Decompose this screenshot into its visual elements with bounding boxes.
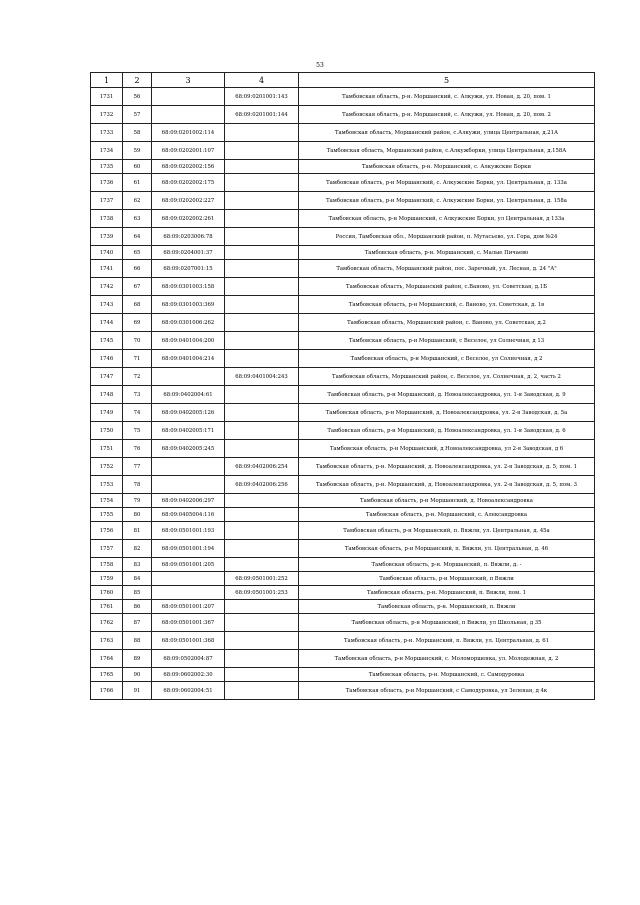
cell-item-number: 83 [123, 558, 152, 572]
table-row [91, 422, 595, 440]
cell-item-number: 59 [123, 142, 152, 160]
cell-address: Россия, Тамбовская обл., Моршанский район, п. Мутасьево, ул. Гора, дом №24 [299, 228, 595, 246]
cell-row-number: 1752 [91, 458, 123, 476]
cell-cadastral-number [152, 458, 225, 476]
cell-row-number: 1745 [91, 332, 123, 350]
cell-cadastral-number: 68:09:0202001:107 [152, 142, 225, 160]
table-row [91, 160, 595, 174]
cell-cadastral-number-2 [225, 246, 299, 260]
cell-item-number: 76 [123, 440, 152, 458]
cell-address: Тамбовская область, р-н. Моршанский, с. Алкужские Борки [299, 160, 595, 174]
cell-item-number: 80 [123, 508, 152, 522]
cell-row-number: 1765 [91, 668, 123, 682]
table-row [91, 368, 595, 386]
table-row [91, 586, 595, 600]
cell-address: Тамбовская область, р-н. Моршанский, с. Александровка [299, 508, 595, 522]
cell-item-number: 67 [123, 278, 152, 296]
cell-row-number: 1751 [91, 440, 123, 458]
cell-row-number: 1738 [91, 210, 123, 228]
cell-cadastral-number-2 [225, 632, 299, 650]
cell-item-number: 75 [123, 422, 152, 440]
cell-cadastral-number [152, 88, 225, 106]
cell-item-number: 91 [123, 682, 152, 700]
cell-address: Тамбовская область, р-н Моршанский, д Новоалександровка, ул 2-я Заводская, д 6 [299, 440, 595, 458]
cell-item-number: 87 [123, 614, 152, 632]
cell-item-number: 60 [123, 160, 152, 174]
cell-item-number: 58 [123, 124, 152, 142]
cell-row-number: 1760 [91, 586, 123, 600]
cell-cadastral-number-2 [225, 668, 299, 682]
register-table [90, 72, 595, 700]
cell-address: Тамбовская область, р-н. Моршанский, с. Самодуровка [299, 668, 595, 682]
table-row [91, 278, 595, 296]
cell-row-number: 1744 [91, 314, 123, 332]
cell-cadastral-number: 68:09:0201002:114 [152, 124, 225, 142]
cell-address: Тамбовская область, р-н Моршанский, с. Алкужские Борки, ул. Центральная, д. 133а [299, 174, 595, 192]
cell-address: Тамбовская область, р-н Моршанский, с Веселое, ул Солнечная, д 2 [299, 350, 595, 368]
table-row [91, 296, 595, 314]
cell-address: Тамбовская область, р-н Моршанский, д. Новоалександровка, ул. 2-я Заводская, д. 5а [299, 404, 595, 422]
table-row [91, 260, 595, 278]
cell-row-number: 1736 [91, 174, 123, 192]
cell-address: Тамбовская область, Моршанский район, с. Веселое, ул. Солнечная, д. 2, часть 2 [299, 368, 595, 386]
table-row [91, 682, 595, 700]
cell-address: Тамбовская область, р-н Моршанский, с Веселое, ул Солнечная, д 13 [299, 332, 595, 350]
cell-cadastral-number-2: 68:09:0501001:252 [225, 572, 299, 586]
table-row [91, 314, 595, 332]
table-row [91, 668, 595, 682]
table-row [91, 332, 595, 350]
cell-address: Тамбовская область, р-н Моршанский, д. Новоалександровка, ул. 1-я Заводская, д. 6 [299, 422, 595, 440]
cell-item-number: 85 [123, 586, 152, 600]
cell-address: Тамбовская область, р-н. Моршанский, п. Вяжли [299, 600, 595, 614]
cell-item-number: 79 [123, 494, 152, 508]
cell-item-number: 88 [123, 632, 152, 650]
cell-cadastral-number-2 [225, 174, 299, 192]
cell-row-number: 1748 [91, 386, 123, 404]
cell-address: Тамбовская область, р-н Моршанский, с. Моломоршенка, ул. Молодежная, д. 2 [299, 650, 595, 668]
cell-item-number: 69 [123, 314, 152, 332]
cell-cadastral-number-2 [225, 540, 299, 558]
cell-cadastral-number-2 [225, 494, 299, 508]
table-row [91, 494, 595, 508]
cell-item-number: 78 [123, 476, 152, 494]
cell-address: Тамбовская область, р-н Моршанский, с. Ваново, ул. Советская, д. 1в [299, 296, 595, 314]
cell-cadastral-number-2: 68:09:0201001:143 [225, 88, 299, 106]
cell-address: Тамбовская область, р-н Моршанский, п Вяжли [299, 572, 595, 586]
cell-item-number: 62 [123, 192, 152, 210]
cell-item-number: 84 [123, 572, 152, 586]
cell-cadastral-number-2 [225, 296, 299, 314]
cell-row-number: 1742 [91, 278, 123, 296]
cell-cadastral-number-2 [225, 314, 299, 332]
table-row [91, 386, 595, 404]
cell-cadastral-number: 68:09:0301003:369 [152, 296, 225, 314]
table-row [91, 650, 595, 668]
table-row [91, 440, 595, 458]
table-row [91, 540, 595, 558]
cell-row-number: 1732 [91, 106, 123, 124]
cell-cadastral-number-2: 68:09:0501001:253 [225, 586, 299, 600]
cell-item-number: 71 [123, 350, 152, 368]
cell-row-number: 1749 [91, 404, 123, 422]
cell-cadastral-number-2 [225, 332, 299, 350]
cell-address: Тамбовская область, р-н Моршанский, п. Вяжли, ул. Центральная, д. 46 [299, 540, 595, 558]
table-row [91, 572, 595, 586]
cell-cadastral-number: 68:09:0405004:116 [152, 508, 225, 522]
table-row [91, 508, 595, 522]
cell-cadastral-number: 68:09:0402005:245 [152, 440, 225, 458]
cell-cadastral-number: 68:09:0501001:194 [152, 540, 225, 558]
cell-row-number: 1747 [91, 368, 123, 386]
table-row [91, 124, 595, 142]
table-row [91, 88, 595, 106]
cell-row-number: 1755 [91, 508, 123, 522]
cell-cadastral-number [152, 476, 225, 494]
cell-item-number: 65 [123, 246, 152, 260]
cell-cadastral-number [152, 368, 225, 386]
cell-cadastral-number: 68:09:0402004:61 [152, 386, 225, 404]
table-row [91, 458, 595, 476]
cell-cadastral-number: 68:09:0501001:367 [152, 614, 225, 632]
cell-row-number: 1731 [91, 88, 123, 106]
cell-cadastral-number: 68:09:0602004:51 [152, 682, 225, 700]
cell-cadastral-number: 68:09:0301006:262 [152, 314, 225, 332]
cell-cadastral-number: 68:09:0501001:207 [152, 600, 225, 614]
table-row [91, 558, 595, 572]
header-col-1: 1 [91, 73, 123, 88]
table-row [91, 228, 595, 246]
cell-address: Тамбовская область, Моршанский район, с.Ваново, ул. Советская, д.1Б [299, 278, 595, 296]
cell-row-number: 1734 [91, 142, 123, 160]
table-row [91, 174, 595, 192]
table-row [91, 600, 595, 614]
cell-row-number: 1739 [91, 228, 123, 246]
header-col-2: 2 [123, 73, 152, 88]
cell-cadastral-number-2 [225, 682, 299, 700]
table-row [91, 632, 595, 650]
cell-row-number: 1735 [91, 160, 123, 174]
cell-row-number: 1740 [91, 246, 123, 260]
cell-cadastral-number-2 [225, 386, 299, 404]
cell-address: Тамбовская область, Моршанский район, с.Алкужи, улица Центральная, д.21А [299, 124, 595, 142]
cell-cadastral-number-2: 68:09:0201001:144 [225, 106, 299, 124]
cell-cadastral-number: 68:09:0207001:15 [152, 260, 225, 278]
cell-address: Тамбовская область, р-н Моршанский, д. Новоалександровка, ул. 1-я Заводская, д. 9 [299, 386, 595, 404]
cell-item-number: 90 [123, 668, 152, 682]
cell-cadastral-number: 68:09:0202002:261 [152, 210, 225, 228]
cell-cadastral-number: 68:09:0203006:78 [152, 228, 225, 246]
table-row [91, 522, 595, 540]
cell-row-number: 1743 [91, 296, 123, 314]
cell-row-number: 1757 [91, 540, 123, 558]
cell-row-number: 1733 [91, 124, 123, 142]
cell-address: Тамбовская область, р-н. Моршанский, с. Малые Пичаево [299, 246, 595, 260]
table-row [91, 404, 595, 422]
cell-row-number: 1746 [91, 350, 123, 368]
cell-cadastral-number [152, 586, 225, 600]
cell-address: Тамбовская область, Моршанский район, с. Ваново, ул. Советская, д.2 [299, 314, 595, 332]
cell-cadastral-number: 68:09:0501001:193 [152, 522, 225, 540]
cell-address: Тамбовская область, р-н Моршанский, п Вяжли, ул Школьная, д 35 [299, 614, 595, 632]
cell-cadastral-number-2 [225, 228, 299, 246]
cell-item-number: 66 [123, 260, 152, 278]
cell-row-number: 1761 [91, 600, 123, 614]
cell-cadastral-number: 68:09:0401004:214 [152, 350, 225, 368]
cell-row-number: 1764 [91, 650, 123, 668]
cell-item-number: 56 [123, 88, 152, 106]
header-col-4: 4 [225, 73, 299, 88]
cell-row-number: 1759 [91, 572, 123, 586]
header-col-5: 5 [299, 73, 595, 88]
table-row [91, 614, 595, 632]
cell-item-number: 81 [123, 522, 152, 540]
cell-cadastral-number-2 [225, 650, 299, 668]
cell-row-number: 1766 [91, 682, 123, 700]
cell-row-number: 1750 [91, 422, 123, 440]
table-header-row [91, 73, 595, 88]
cell-row-number: 1737 [91, 192, 123, 210]
cell-address: Тамбовская область, р-н Моршанский, п. Вяжли, ул. Центральная, д. 45а [299, 522, 595, 540]
header-col-3: 3 [152, 73, 225, 88]
cell-cadastral-number: 68:09:0602002:30 [152, 668, 225, 682]
cell-cadastral-number-2 [225, 350, 299, 368]
cell-cadastral-number-2 [225, 142, 299, 160]
cell-row-number: 1762 [91, 614, 123, 632]
cell-cadastral-number [152, 106, 225, 124]
table-row [91, 192, 595, 210]
cell-cadastral-number-2: 68:09:0402006:254 [225, 458, 299, 476]
cell-cadastral-number-2 [225, 160, 299, 174]
cell-address: Тамбовская область, р-н. Моршанский, п. Вяжли, ул. Центральная, д. 61 [299, 632, 595, 650]
cell-item-number: 82 [123, 540, 152, 558]
cell-address: Тамбовская область, р-н Моршанский, с. Алкужские Борки, ул. Центральная, д. 158а [299, 192, 595, 210]
cell-cadastral-number-2: 68:09:0402006:256 [225, 476, 299, 494]
cell-cadastral-number: 68:09:0402006:297 [152, 494, 225, 508]
table-body [91, 88, 595, 700]
cell-cadastral-number: 68:09:0202002:175 [152, 174, 225, 192]
cell-address: Тамбовская область, р-н. Моршанский, с. Алкужи, ул. Новая, д. 20, пом. 2 [299, 106, 595, 124]
cell-cadastral-number-2 [225, 260, 299, 278]
cell-cadastral-number-2 [225, 404, 299, 422]
cell-address: Тамбовская область, р-н Моршанский, с Самодуровка, ул Зеленая, д 4к [299, 682, 595, 700]
cell-cadastral-number: 68:09:0202002:227 [152, 192, 225, 210]
cell-item-number: 70 [123, 332, 152, 350]
cell-cadastral-number: 68:09:0501001:205 [152, 558, 225, 572]
cell-address: Тамбовская область, р-н. Моршанский, д. Новоалександровка, ул. 2-я Заводская, д. 5, пом. 1 [299, 458, 595, 476]
cell-item-number: 74 [123, 404, 152, 422]
cell-cadastral-number-2: 68:09:0401004:243 [225, 368, 299, 386]
cell-row-number: 1758 [91, 558, 123, 572]
table-row [91, 142, 595, 160]
cell-cadastral-number-2 [225, 614, 299, 632]
table-row [91, 350, 595, 368]
cell-item-number: 77 [123, 458, 152, 476]
cell-cadastral-number [152, 572, 225, 586]
cell-cadastral-number-2 [225, 440, 299, 458]
cell-item-number: 89 [123, 650, 152, 668]
cell-address: Тамбовская область, р-н Моршанский, д. Новоалександровка [299, 494, 595, 508]
cell-address: Тамбовская область, Моршанский район, пос. Заречный, ул. Лесная, д. 24 "А" [299, 260, 595, 278]
cell-cadastral-number: 68:09:0402005:171 [152, 422, 225, 440]
cell-cadastral-number-2 [225, 600, 299, 614]
cell-address: Тамбовская область, р-н. Моршанский, д. Новоалександровка, ул. 2-я Заводская, д. 5, пом. 3 [299, 476, 595, 494]
table-row [91, 106, 595, 124]
cell-address: Тамбовская область, р-н. Моршанский, с. Алкужи, ул. Новая, д. 20, пом. 1 [299, 88, 595, 106]
cell-cadastral-number-2 [225, 508, 299, 522]
cell-address: Тамбовская область, р-н Моршанский, с Алкужские Борки, ул Центральная, д 133а [299, 210, 595, 228]
table-row [91, 210, 595, 228]
cell-cadastral-number-2 [225, 422, 299, 440]
cell-row-number: 1763 [91, 632, 123, 650]
cell-cadastral-number: 68:09:0204001:37 [152, 246, 225, 260]
cell-cadastral-number: 68:09:0301003:158 [152, 278, 225, 296]
cell-row-number: 1753 [91, 476, 123, 494]
cell-row-number: 1741 [91, 260, 123, 278]
cell-address: Тамбовская область, р-н. Моршанский, п. Вяжли, пом. 1 [299, 586, 595, 600]
cell-row-number: 1754 [91, 494, 123, 508]
cell-item-number: 63 [123, 210, 152, 228]
cell-item-number: 64 [123, 228, 152, 246]
cell-cadastral-number: 68:09:0501001:368 [152, 632, 225, 650]
cell-cadastral-number-2 [225, 558, 299, 572]
cell-cadastral-number-2 [225, 522, 299, 540]
table-row [91, 246, 595, 260]
cell-item-number: 86 [123, 600, 152, 614]
cell-cadastral-number: 68:09:0401004:200 [152, 332, 225, 350]
cell-address: Тамбовская область, Моршанский район, с.Алкужборки, улица Центральная, д.158А [299, 142, 595, 160]
cell-cadastral-number-2 [225, 278, 299, 296]
cell-cadastral-number-2 [225, 192, 299, 210]
cell-cadastral-number: 68:09:0502004:87 [152, 650, 225, 668]
cell-item-number: 61 [123, 174, 152, 192]
cell-cadastral-number: 68:09:0202002:156 [152, 160, 225, 174]
cell-item-number: 72 [123, 368, 152, 386]
cell-cadastral-number: 68:09:0402005:126 [152, 404, 225, 422]
cell-address: Тамбовская область, р-н. Моршанский, п. Вяжли, д. - [299, 558, 595, 572]
cell-cadastral-number-2 [225, 210, 299, 228]
cell-row-number: 1756 [91, 522, 123, 540]
cell-item-number: 57 [123, 106, 152, 124]
cell-item-number: 68 [123, 296, 152, 314]
cell-item-number: 73 [123, 386, 152, 404]
cell-cadastral-number-2 [225, 124, 299, 142]
table-row [91, 476, 595, 494]
page-number: 53 [316, 62, 324, 69]
